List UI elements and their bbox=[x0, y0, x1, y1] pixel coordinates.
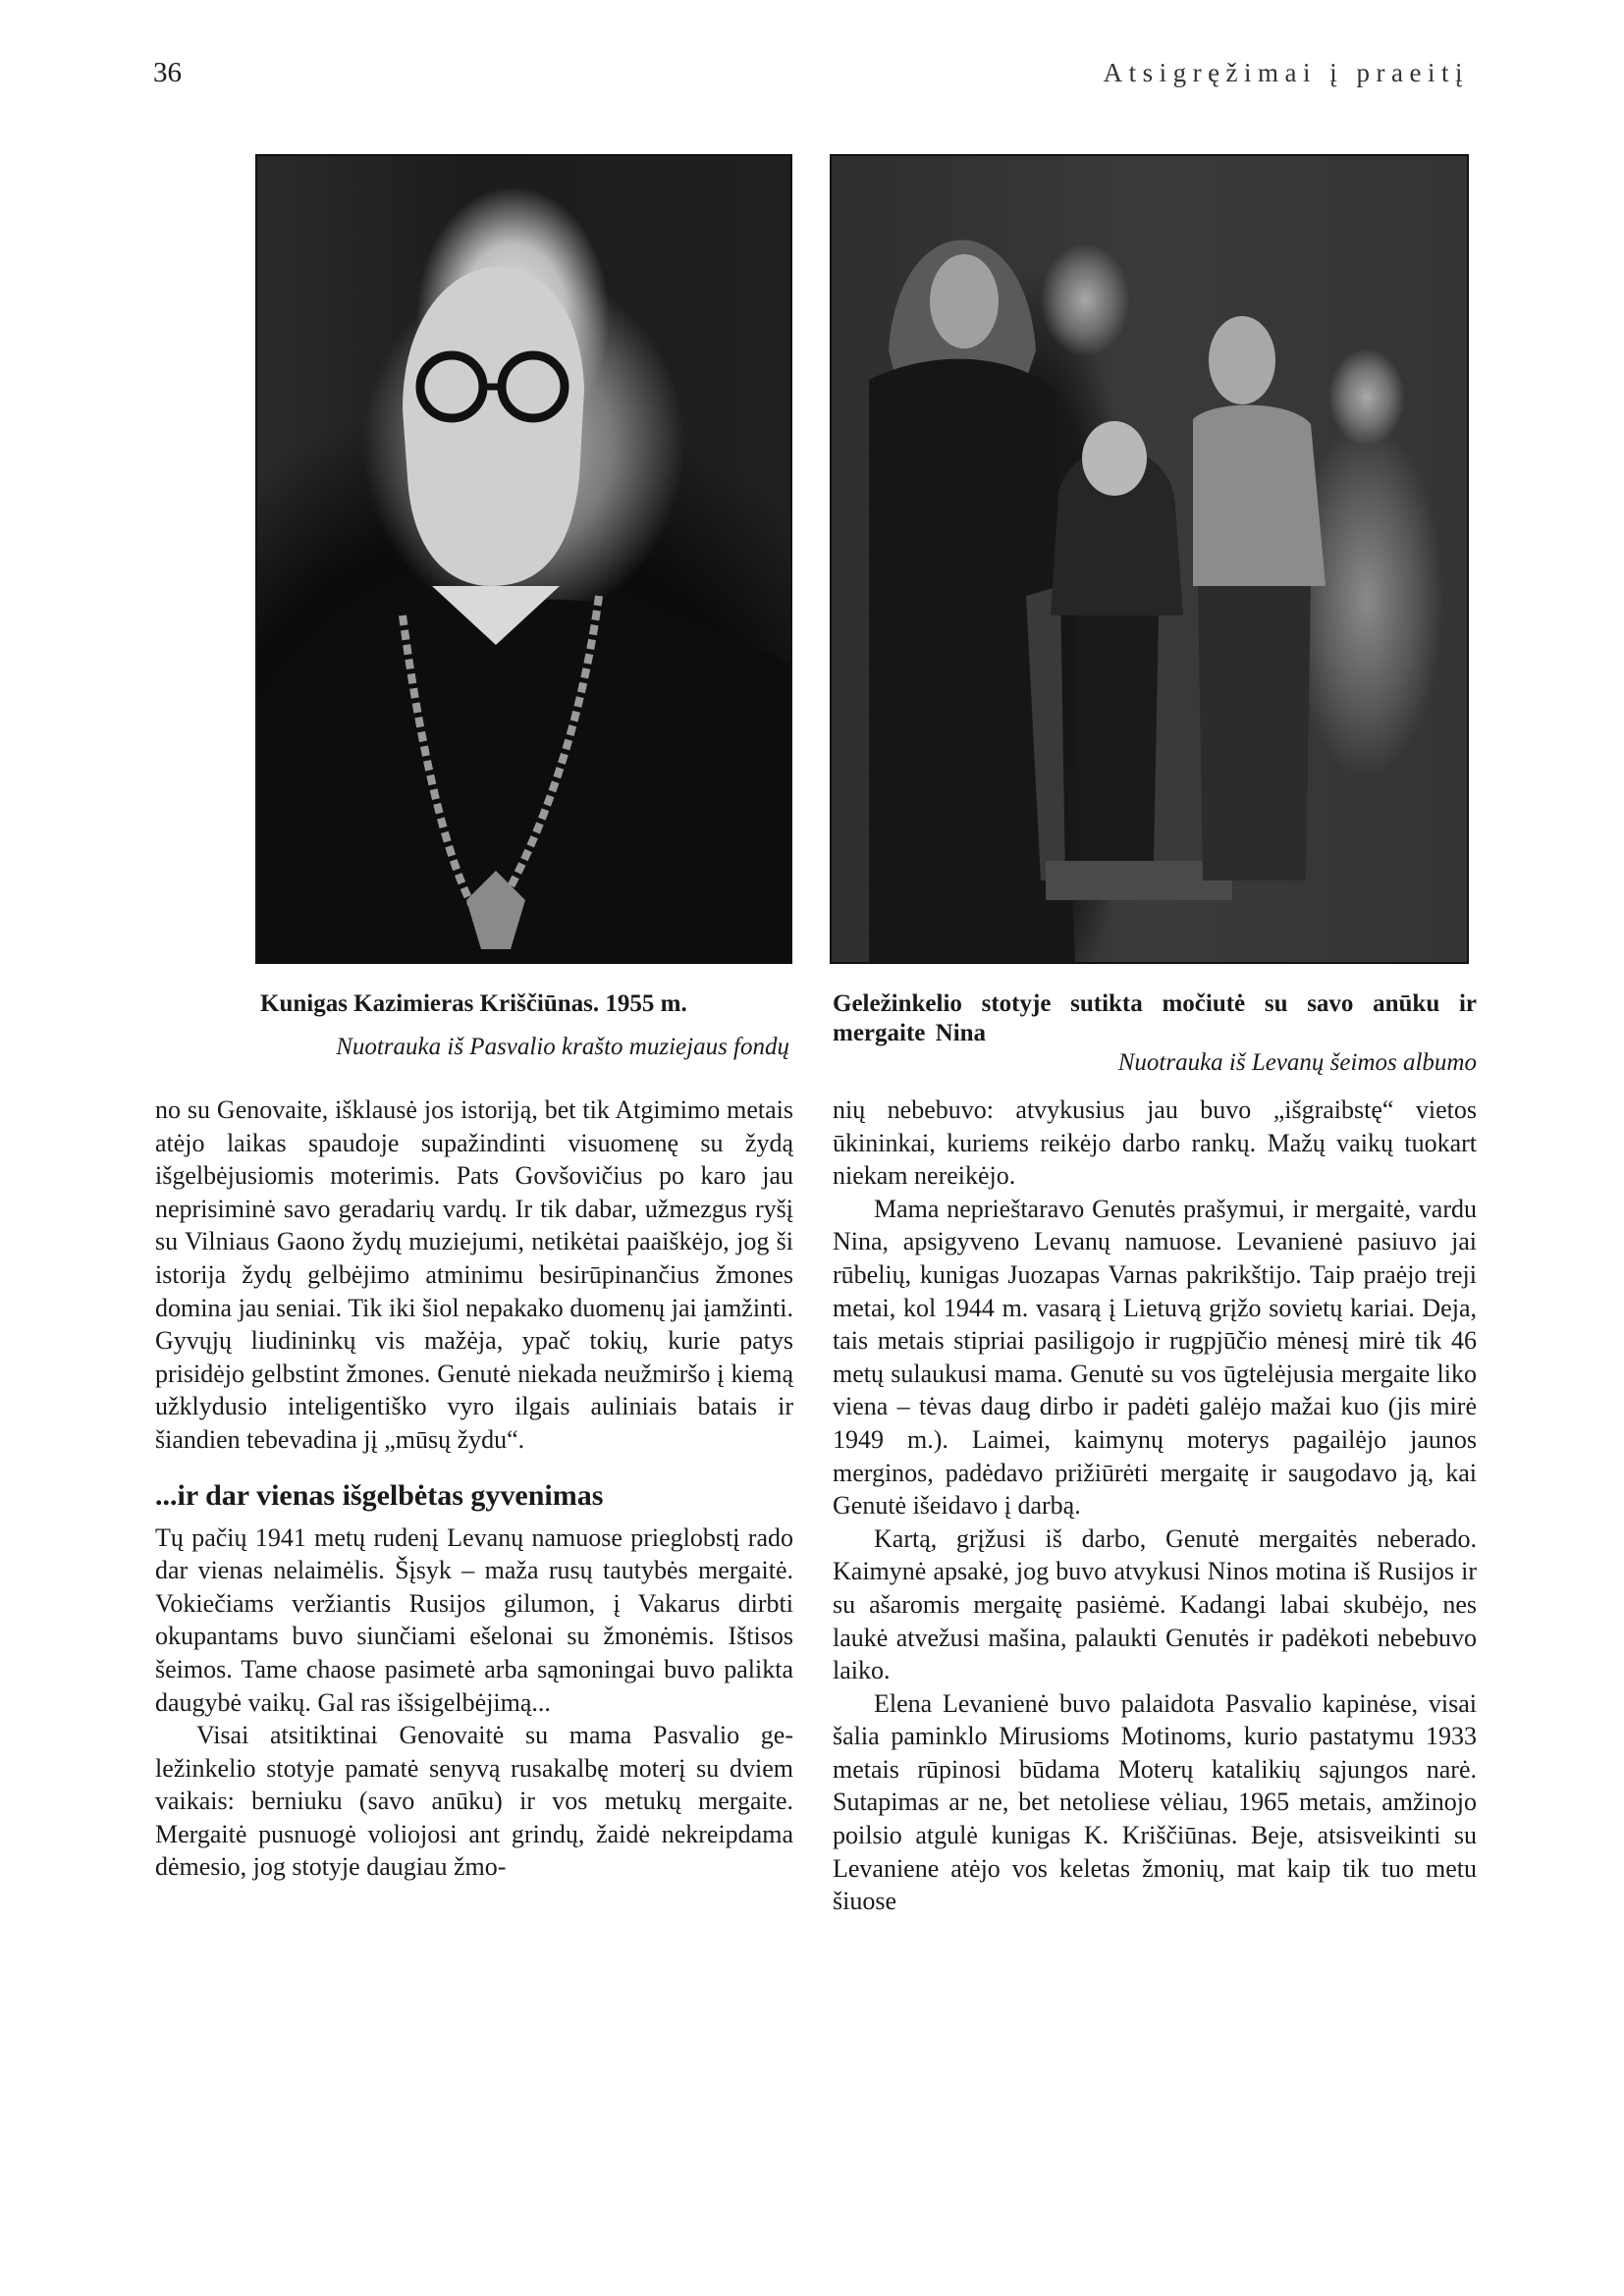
paragraph: Mama neprieštaravo Genutės prašymui, ir mergaitė, vardu Nina, apsigyveno Levanų namuose. Levanienė pasiuvo jai rūbelių, kunigas Juozapas Varnas pakrikštijo. Taip praėjo treji metai, kol 1944 m. vasarą į Lietuvą grįžo sovietų kariai. Deja, tais metais stipriai pasiligojo ir rugpjūčio mėnesį mirė tik 46 metų sulaukusi mama. Genutė su vos ūgtelėjusia mergaite liko viena – tėvas daug dirbo ir padėti galėjo mažai kuo (jis mirė 1949 m.). Laimei, kaimynų moterys pagailėjo jaunos merginos, padėdavo prižiūrėti mergaitę ir saugodavo ją, kai Genutė išeidavo į darbą. bbox=[833, 1194, 1477, 1521]
text-column-left bbox=[155, 1094, 793, 1884]
page-number: 36 bbox=[153, 57, 182, 88]
photo-frame bbox=[830, 154, 1469, 964]
figure-credit-right: Nuotrauka iš Levanų šeimos albumo bbox=[1117, 1049, 1477, 1076]
paragraph: no su Genovaite, išklausė jos istoriją, bet tik Atgimimo metais atėjo laikas spaudoje supažindinti visuomenę su žydą išgelbėjusiomis moterimis. Pats Govšovičius po karo jau neprisiminė savo geradarių vardų. Ir tik dabar, užmezgus ryšį su Vilniaus Gaono žydų muziejumi, netikėtai paaiškėjo, jog ši istorija žydų gelbėjimo atminimu besirūpinančius žmones domina jau seniai. Tik iki šiol nepakako duomenų jai įamžinti. Gyvųjų liudininkų vis mažėja, ypač tokių, kurie patys prisidėjo gelbstint žmones. Genutė niekada neužmiršo į kiemą užklydusio inteligentiško vyro ilgais auliniais batais ir šiandien tebevadina jį „mūsų žydu“. bbox=[155, 1095, 793, 1454]
paragraph: Visai atsitiktinai Genovaitė su mama Pasvalio geležinkelio stotyje pamatė senyvą rusakalbę moterį su dviem vaikais: berniuku (savo anūku) ir vos metukų mergaite. Mergaitė pusnuogė voliojosi ant grindų, žaidė nekreipdama dėmesio, jog stotyje daugiau žmo- bbox=[155, 1721, 793, 1882]
section-heading: ...ir dar vienas išgelbėtas gyvenimas bbox=[155, 1478, 604, 1512]
paragraph: Kartą, grįžusi iš darbo, Genutė mergaitės neberado. Kaimynė apsakė, jog buvo atvykusi Ninos motina iš Rusijos ir su ašaromis mergaitę pasiėmė. Kadangi labai skubėjo, nes laukė atvežusi mašina, palaukti Genutės ir padėkoti nebebuvo laiko. bbox=[833, 1523, 1477, 1685]
text-column-right bbox=[833, 1094, 1477, 1918]
paragraph: nių nebebuvo: atvykusius jau buvo „išgraibstę“ vietos ūkininkai, kuriems reikėjo darbo rankų. Mažų vaikų tuokart niekam nereikėjo. bbox=[833, 1095, 1477, 1191]
photo-priest-portrait bbox=[255, 154, 792, 964]
figure-caption-left: Kunigas Kazimieras Kriščiūnas. 1955 m. bbox=[260, 990, 687, 1017]
photo-frame bbox=[255, 154, 792, 964]
figure-caption-right: Geležinkelio stotyje sutikta močiutė su savo anūku ir mergaite Nina bbox=[833, 990, 1477, 1046]
paragraph: Elena Levanienė buvo palaidota Pasvalio kapinėse, visai šalia paminklo Mirusioms Motinoms, kurio pastatymu 1933 metais rūpinosi būdama Moterų katalikių sąjungos narė. Sutapimas ar ne, bet netoliese vėliau, 1965 metais, amžinojo poilsio atgulė kunigas K. Kriščiūnas. Beje, atsisveikinti su Levaniene atėjo vos keletas žmonių, mat kaip tik tuo metu šiuose bbox=[833, 1688, 1477, 1916]
figure-credit-left: Nuotrauka iš Pasvalio krašto muziejaus fondų bbox=[336, 1034, 789, 1060]
photo-grandmother-children bbox=[830, 154, 1469, 964]
paragraph: Tų pačių 1941 metų rudenį Levanų namuose prieglobstį rado dar vienas nelaimėlis. Šįsyk – maža rusų tautybės mergaitė. Vokiečiams veržiantis Rusijos gilumon, į Vakarus dirbti okupantams buvo siunčiami ešelonai su žmonėmis. Ištisos šeimos. Tame chaose pasimetė arba sąmoningai buvo palikta daugybė vaikų. Gal ras išsigelbėjimą... bbox=[155, 1522, 793, 1717]
running-head: Atsigręžimai į praeitį bbox=[1103, 58, 1469, 87]
